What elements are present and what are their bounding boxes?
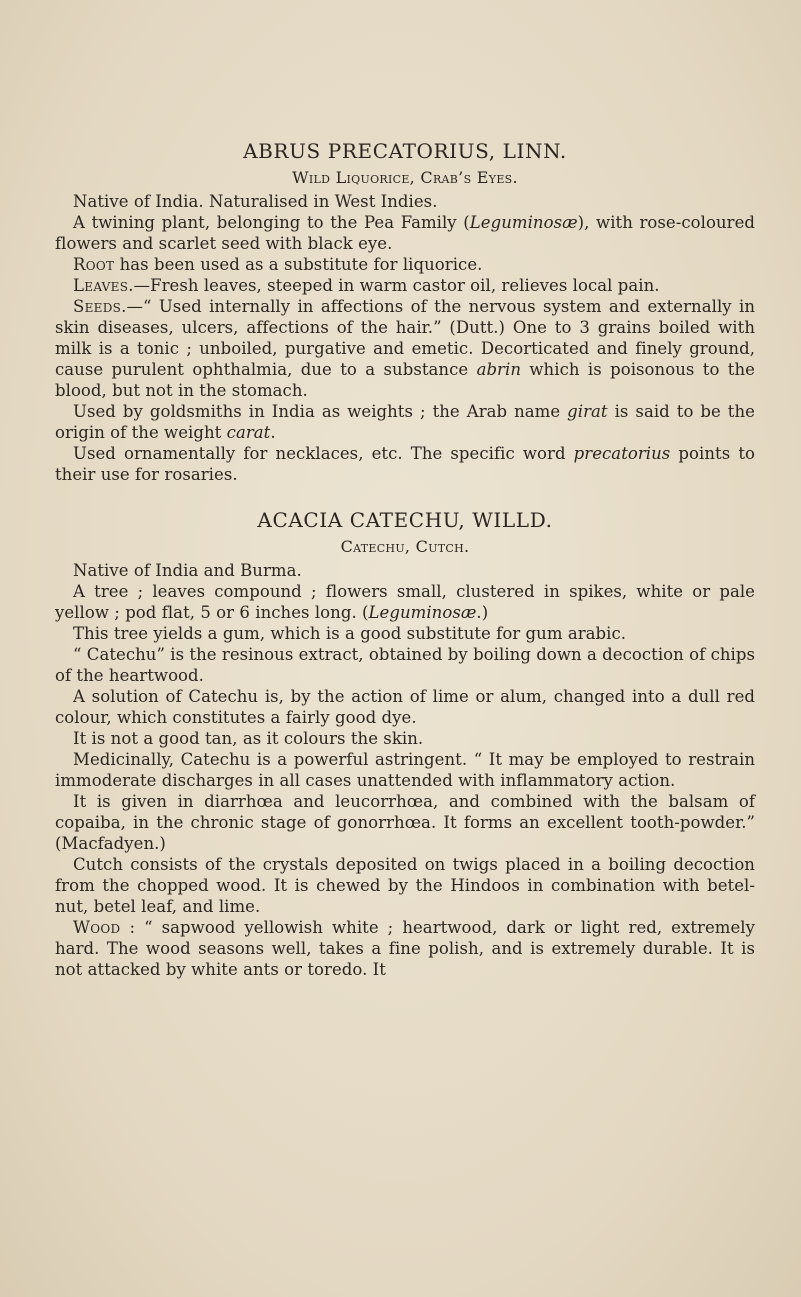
paragraph-tan: It is not a good tan, as it colours the skin.	[73, 729, 424, 748]
paragraph-ornamental: Used ornamentally for necklaces, etc. The specific word precatorius points to their use for rosaries.	[55, 444, 755, 484]
paragraph-weights: Used by goldsmiths in India as weights ; the Arab name girat is said to be the origin of the weight carat.	[55, 402, 755, 442]
paragraph-leaves: Leaves.—Fresh leaves, steeped in warm castor oil, relieves local pain.	[73, 276, 660, 295]
family-name: Leguminosæ	[469, 213, 578, 232]
term-girat: girat	[567, 402, 608, 421]
text-column	[55, 138, 755, 980]
paragraph-cutch: Cutch consists of the crystals deposited on twigs placed in a boiling decoction from the chopped wood. It is chewed by the Hindoos in combination with betel-nut, betel leaf, and lime.	[55, 855, 755, 916]
paragraph-description: A tree ; leaves compound ; flowers small, clustered in spikes, white or pale yellow ; pod flat, 5 or 6 inches long. (Leguminosæ.)	[55, 582, 755, 622]
paragraph-native: Native of India and Burma.	[73, 561, 302, 580]
paragraph-dye: A solution of Catechu is, by the action of lime or alum, changed into a dull red colour, which constitutes a fairly good dye.	[55, 687, 755, 727]
term-precatorius: precatorius	[573, 444, 671, 463]
section-heading-seeds: Seeds	[73, 297, 122, 316]
paragraph-medicinal: Medicinally, Catechu is a powerful astringent. “ It may be employed to restrain immoderate discharges in all cases unattended with inflammatory action.	[55, 750, 755, 790]
paragraph-native: Native of India. Naturalised in West Indies.	[73, 192, 438, 211]
section-heading-wood: Wood	[73, 918, 121, 937]
term-abrin: abrin	[476, 360, 522, 379]
paragraph-gum: This tree yields a gum, which is a good substitute for gum arabic.	[73, 624, 627, 643]
paragraph-wood: Wood : “ sapwood yellowish white ; heartwood, dark or light red, extremely hard. The wood seasons well, takes a fine polish, and is extremely durable. It is not attacked by white ants or toredo. It	[55, 918, 755, 979]
entry-title: ACACIA CATECHU, WILLD.	[257, 508, 553, 532]
entry-acacia	[55, 507, 755, 980]
family-name: Leguminosæ	[368, 603, 477, 622]
entry-abrus	[55, 138, 755, 485]
entry-title: ABRUS PRECATORIUS, LINN.	[243, 139, 567, 163]
term-carat: carat	[226, 423, 271, 442]
paragraph-extract: “ Catechu” is the resinous extract, obtained by boiling down a decoction of chips of the heartwood.	[55, 645, 755, 685]
section-heading-root: Root	[73, 255, 115, 274]
paragraph-description: A twining plant, belonging to the Pea Family (Leguminosæ), with rose-coloured flowers and scarlet seed with black eye.	[55, 213, 755, 253]
paragraph-root: Root has been used as a substitute for liquorice.	[73, 255, 483, 274]
entry-common-names: Wild Liquorice, Crab’s Eyes.	[292, 168, 518, 187]
entry-common-names: Catechu, Cutch.	[340, 537, 470, 556]
paragraph-diarrhoea: It is given in diarrhœa and leucorrhœa, and combined with the balsam of copaiba, in the chronic stage of gonorrhœa. It forms an excellent tooth-powder.” (Macfadyen.)	[55, 792, 755, 853]
section-heading-leaves: Leaves	[73, 276, 129, 295]
paragraph-seeds: Seeds.—“ Used internally in affections of the nervous system and externally in skin diseases, ulcers, affections of the hair.” (Dutt.) One to 3 grains boiled with milk is a tonic ; unboiled, purgative and emetic. Decorticated and finely ground, cause purulent ophthalmia, due to a substance abrin which is poisonous to the blood, but not in the stomach.	[55, 297, 755, 400]
